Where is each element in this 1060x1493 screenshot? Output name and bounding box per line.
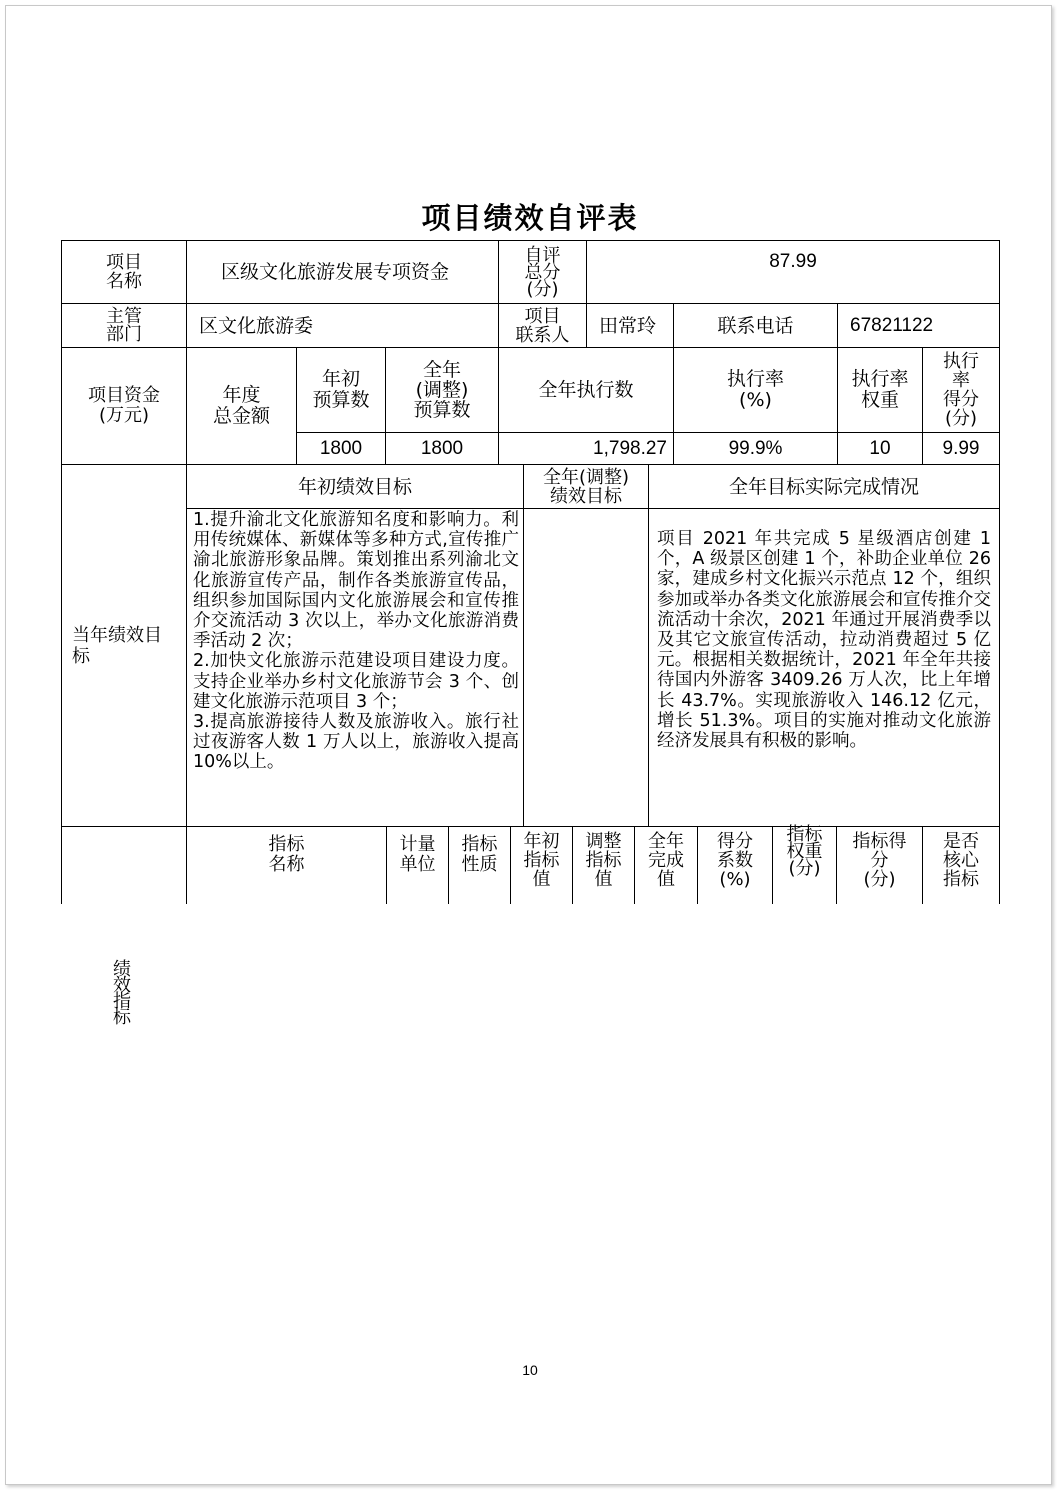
adjusted-indicator-value-header: 调整 指标 值 [585,831,622,890]
contact-label: 项目 联系人 [515,305,570,346]
project-name-value: 区级文化旅游发展专项资金 [221,261,450,283]
adjusted-budget-label: 全年 (调整) 预算数 [413,359,471,421]
executed-value: 1,798.27 [593,437,667,459]
rate-weight-value: 10 [869,437,891,459]
executed-label: 全年执行数 [538,379,634,401]
department-label: 主管 部门 [106,305,142,345]
indicator-score-header: 指标得 分 (分) [852,831,907,890]
indicator-nature-header: 指标 性质 [461,834,498,875]
page-number: 10 [522,1362,538,1378]
adjusted-goal-header: 全年(调整) 绩效目标 [542,466,630,507]
score-label: 自评 总分 (分) [524,244,561,300]
initial-goal-text: 1.提升渝北文化旅游知名度和影响力。利用传统媒体、新媒体等多种方式,宣传推广渝北旅游形象品牌。策划推出系列渝北文化旅游宣传产品，制作各类旅游宣传品，组织参加国际国内文化旅游展会和宣传推介交流活动 3 次以上，举办文化旅游消费季活动 2 次； 2.加快文化旅游示范建设项目建设力度。支持企业举办乡村文化旅游节会 3 个、创建文化旅游示范项目 3 个； 3.提高旅游接待人数及旅游收入。旅行社过夜游客人数 1 万人以上，旅游收入提高 10%以上。 [193,510,519,773]
execution-rate-value: 99.9% [728,437,783,459]
department-value: 区文化旅游委 [199,314,314,337]
performance-indicators-label: 绩效指标 [113,959,131,1028]
actual-completion-text: 项目 2021 年共完成 5 星级酒店创建 1 个，A 级景区创建 1 个，补助企业单位 26 家，建成乡村文化振兴示范点 12 个，组织参加或举办各类文化旅游展会和宣传推介交流活动十余次，2021 年通过开展消费季以及其它文旅宣传活动，拉动消费超过 5 亿元。根据相关数据统计，2021 年全年共接待国内外游客 3409.26 万人次，比上年增长 43.7%。实现旅游收入 146.12 亿元，增长 51.3%。项目的实施对推动文化旅游经济发展具有积极的影响。 [657,529,991,752]
rate-score-label: 执行 率 得分 (分) [943,351,979,429]
total-score-value: 87.99 [769,251,817,272]
indicator-name-header: 指标 名称 [268,834,305,875]
actual-completion-header: 全年目标实际完成情况 [728,475,919,498]
initial-budget-label: 年初 预算数 [312,368,370,411]
score-coefficient-header: 得分 系数 (%) [717,831,753,890]
adjusted-goal-text [528,510,644,824]
phone-label: 联系电话 [717,314,794,337]
rate-weight-label: 执行率 权重 [851,368,909,411]
initial-goal-header: 年初绩效目标 [297,475,412,498]
completed-value-header: 全年 完成 值 [648,831,684,890]
core-indicator-header: 是否 核心 指标 [943,831,979,890]
adjusted-budget-value: 1800 [420,437,464,459]
execution-rate-label: 执行率 (%) [726,368,784,411]
unit-header: 计量 单位 [399,834,436,875]
rate-score-value: 9.99 [942,437,980,459]
project-funds-label: 项目资金 (万元) [88,385,160,426]
contact-value: 田常玲 [599,314,657,337]
project-name-label: 项目 名称 [106,252,142,292]
annual-goals-label: 当年绩效目 标 [72,624,162,667]
indicator-weight-header: 指标 权重 (分) [786,824,823,879]
annual-total-label: 年度 总金额 [212,384,270,427]
phone-value: 67821122 [850,314,934,336]
initial-indicator-value-header: 年初 指标 值 [523,831,560,890]
document-title: 项目绩效自评表 [421,201,639,235]
initial-budget-value: 1800 [319,437,363,459]
